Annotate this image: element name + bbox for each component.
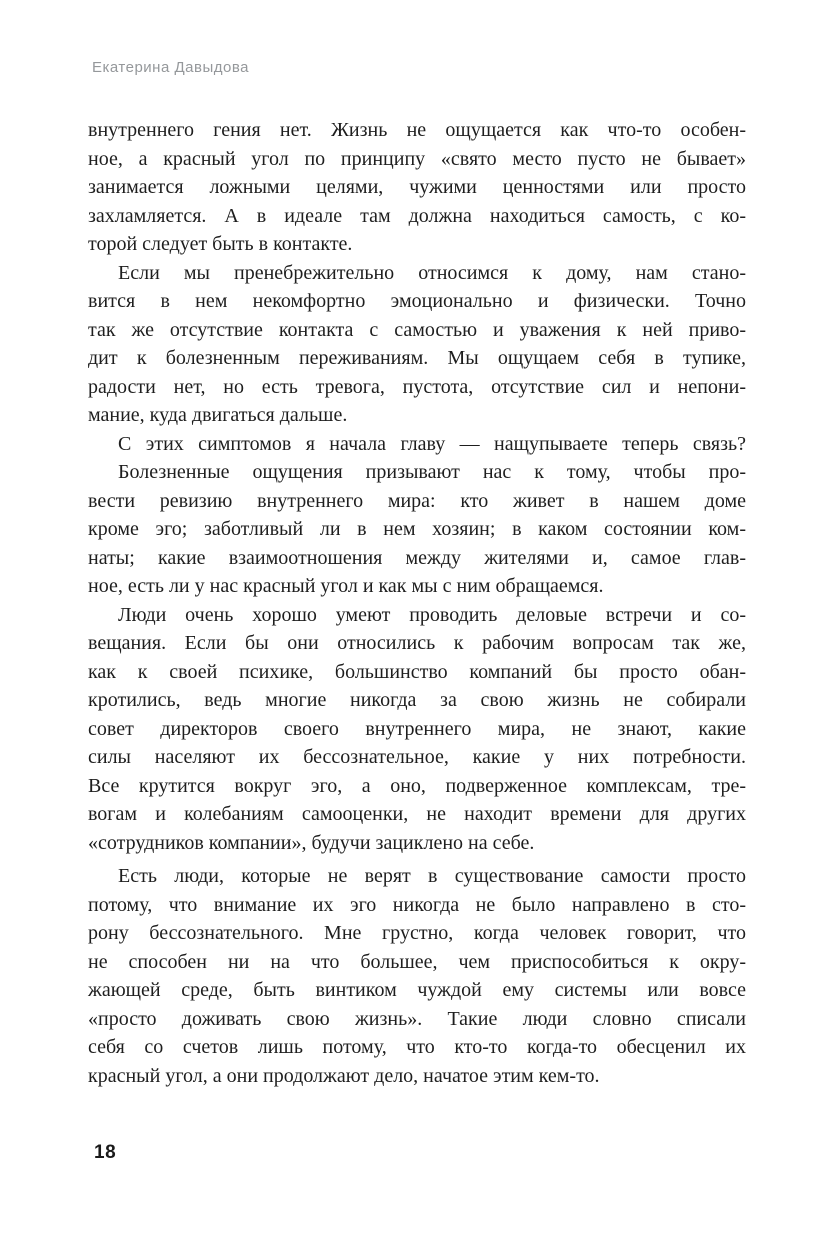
text-line: дит к болезненным переживаниям. Мы ощущаем себя в тупике, <box>88 347 746 369</box>
text-line: Люди очень хорошо умеют проводить деловые встречи и со- <box>118 603 746 626</box>
text-line: занимается ложными целями, чужими ценностями или просто <box>88 176 746 198</box>
text-line: рону бессознательного. Мне грустно, когда человек говорит, что <box>88 922 746 944</box>
text-line: Если мы пренебрежительно относимся к дому, нам стано- <box>118 261 746 284</box>
text-line: себя со счетов лишь потому, что кто-то когда-то обесценил их <box>88 1036 746 1058</box>
text-line: радости нет, но есть тревога, пустота, отсутствие сил и непони- <box>88 375 746 398</box>
paragraph <box>88 601 746 858</box>
text-line: внутреннего гения нет. Жизнь не ощущается как что-то особен- <box>88 119 746 141</box>
text-line: вогам и колебаниям самооценки, не находит времени для других <box>88 803 746 825</box>
text-line: Все крутится вокруг эго, а оно, подверженное комплексам, тре- <box>88 774 746 797</box>
running-header-author: Екатерина Давыдова <box>92 59 249 76</box>
text-line: торой следует быть в контакте. <box>88 233 353 255</box>
paragraph <box>88 116 746 259</box>
text-line: «просто доживать свою жизнь». Такие люди словно списали <box>88 1007 746 1030</box>
text-line: ное, а красный угол по принципу «свято место пусто не бывает» <box>88 147 746 170</box>
paragraph <box>88 862 746 1090</box>
text-line: захламляется. А в идеале там должна находиться самость, с ко- <box>88 204 746 227</box>
text-line: жающей среде, быть винтиком чуждой ему системы или вовсе <box>88 979 746 1001</box>
text-line: красный угол, а они продолжают дело, начатое этим кем-то. <box>88 1064 600 1087</box>
text-line: потому, что внимание их эго никогда не было направлено в сто- <box>88 893 746 916</box>
text-line: кроме эго; заботливый ли в нем хозяин; в каком состоянии ком- <box>88 518 746 540</box>
text-line: Есть люди, которые не верят в существование самости просто <box>118 865 746 887</box>
text-line: ное, есть ли у нас красный угол и как мы с ним обращаемся. <box>88 575 604 597</box>
text-line: так же отсутствие контакта с самостью и уважения к ней приво- <box>88 318 746 341</box>
text-line: кротились, ведь многие никогда за свою жизнь не собирали <box>88 689 746 711</box>
text-line: Болезненные ощущения призывают нас к тому, чтобы про- <box>118 461 746 483</box>
paragraph <box>88 430 746 459</box>
text-line: наты; какие взаимоотношения между жителями и, самое глав- <box>88 546 746 569</box>
text-line: вести ревизию внутреннего мира: кто живет в нашем доме <box>88 489 746 512</box>
text-line: силы населяют их бессознательное, какие у них потребности. <box>88 746 746 768</box>
text-line: совет директоров своего внутреннего мира, не знают, какие <box>88 717 746 740</box>
text-line: «сотрудников компании», будучи зациклено на себе. <box>88 831 535 854</box>
text-line: мание, куда двигаться дальше. <box>88 404 348 426</box>
text-line: как к своей психике, большинство компаний бы просто обан- <box>88 660 746 683</box>
paragraph <box>88 458 746 601</box>
paragraph <box>88 259 746 430</box>
page-number: 18 <box>94 1142 117 1163</box>
body-text <box>88 116 746 1090</box>
text-line: не способен ни на что большее, чем приспособиться к окру- <box>88 950 746 973</box>
text-line: вится в нем некомфортно эмоционально и физически. Точно <box>88 290 746 312</box>
text-line: С этих симптомов я начала главу — нащупываете теперь связь? <box>118 432 746 455</box>
text-line: вещания. Если бы они относились к рабочим вопросам так же, <box>88 632 746 654</box>
